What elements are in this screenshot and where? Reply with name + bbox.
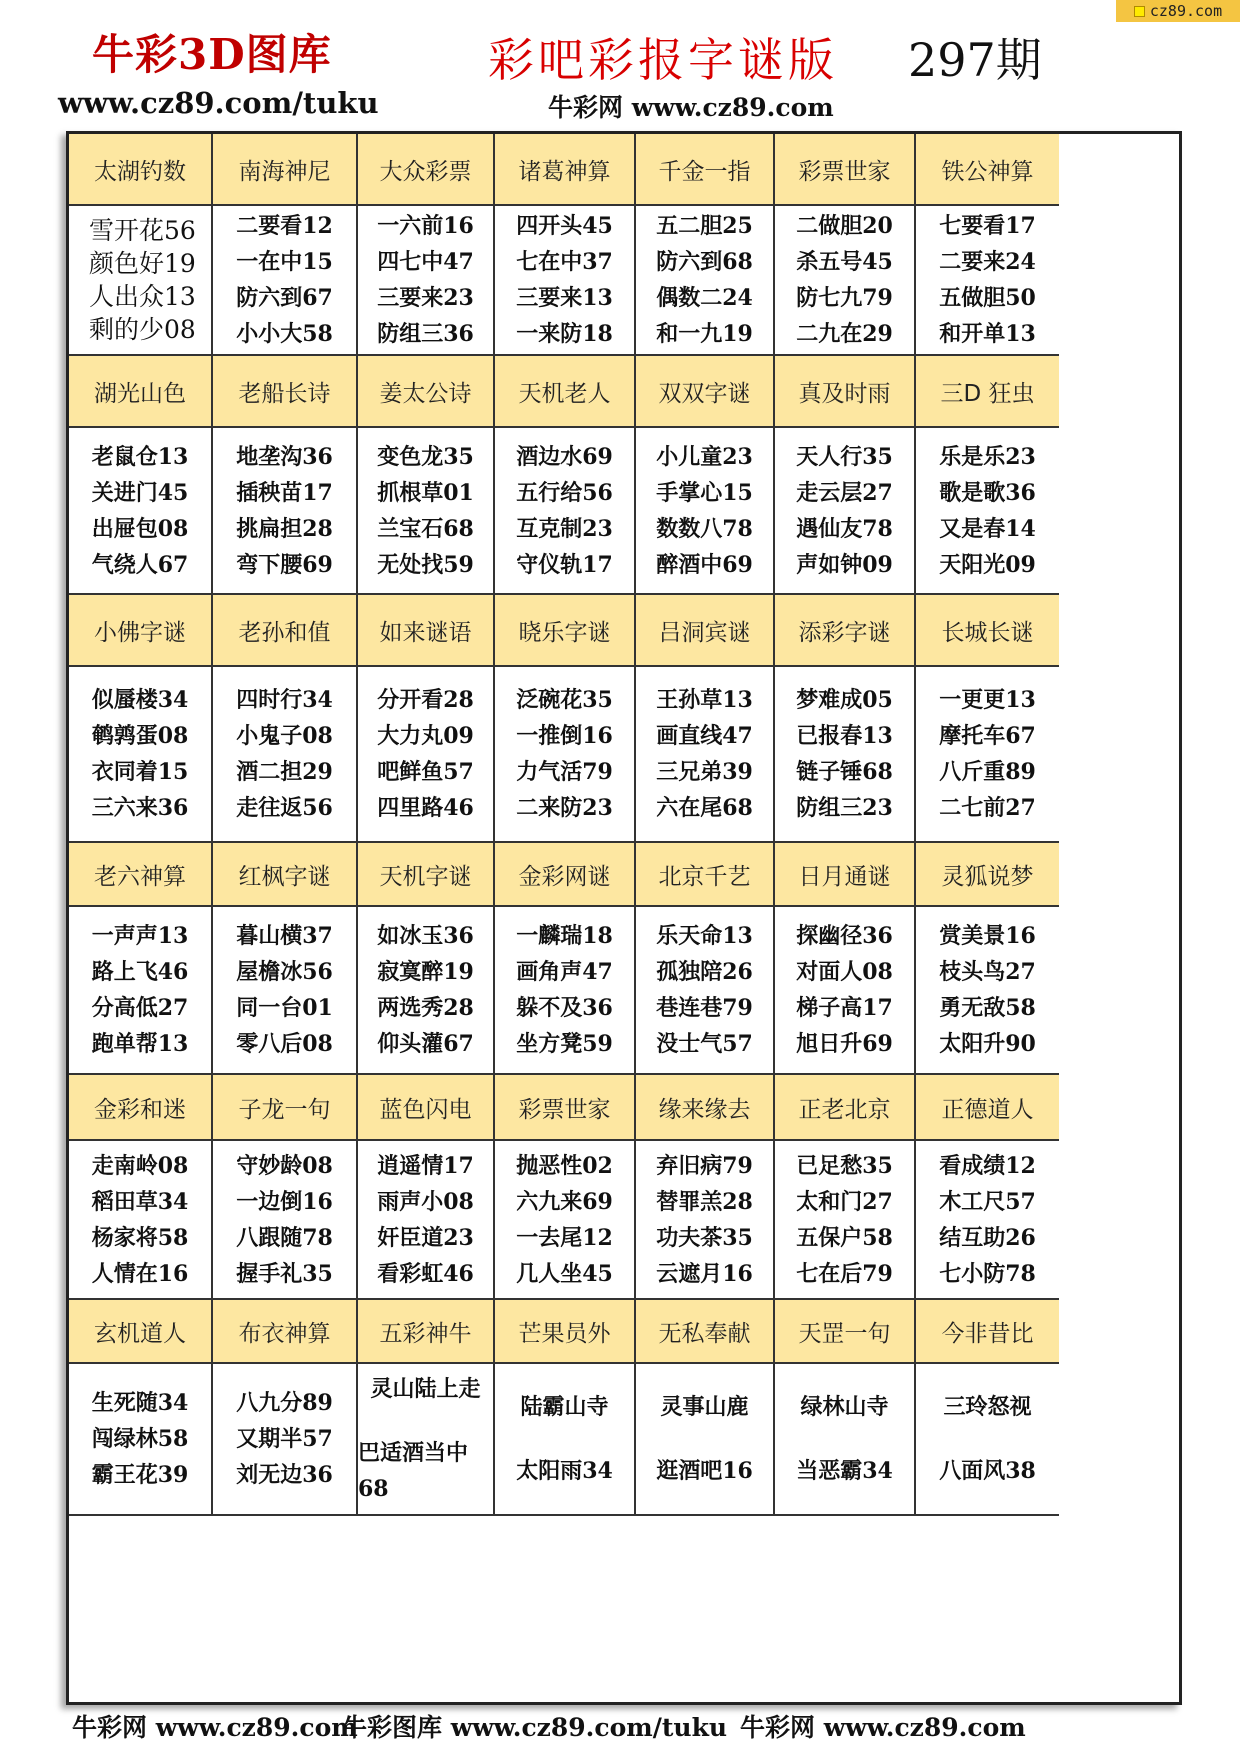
riddle-cell xyxy=(213,667,358,843)
expert-name: 双双字谜 xyxy=(636,356,775,428)
riddle-line: 乐是乐23 xyxy=(939,443,1036,470)
riddle-line: 偶数二24 xyxy=(656,285,753,311)
riddle-cell xyxy=(636,1364,775,1516)
expert-name: 今非昔比 xyxy=(916,1300,1059,1364)
riddle-line: 几人坐45 xyxy=(516,1260,613,1287)
riddle-cell xyxy=(213,1364,358,1516)
riddle-line: 又是春14 xyxy=(939,515,1036,542)
riddle-line: 八面风38 xyxy=(939,1458,1036,1484)
riddle-line: 手掌心15 xyxy=(656,479,753,506)
riddle-line: 防六到68 xyxy=(656,249,753,275)
riddle-cell xyxy=(636,1141,775,1300)
riddle-cell xyxy=(495,1141,636,1300)
riddle-line: 一在中15 xyxy=(236,249,333,275)
riddle-line: 零八后08 xyxy=(236,1031,333,1057)
site-subtitle[interactable]: 牛彩网 www.cz89.com xyxy=(548,93,834,122)
riddle-cell xyxy=(916,667,1059,843)
riddle-line: 逛酒吧16 xyxy=(656,1458,753,1484)
expert-name: 玄机道人 xyxy=(69,1300,213,1364)
library-title: 牛彩3D图库 xyxy=(92,30,332,79)
riddle-line: 一更更13 xyxy=(939,687,1036,713)
riddle-line: 三玲怒视 xyxy=(943,1394,1032,1420)
riddle-line: 关进门45 xyxy=(91,479,189,506)
riddle-cell xyxy=(213,907,358,1075)
riddle-line: 摩托车67 xyxy=(939,723,1036,749)
riddle-line: 一声声13 xyxy=(91,923,189,949)
riddle-line: 二七前27 xyxy=(939,795,1036,821)
riddle-cell xyxy=(775,428,916,595)
riddle-cell xyxy=(358,907,495,1075)
riddle-line: 仰头灌67 xyxy=(377,1031,474,1057)
riddle-line: 歌是歌36 xyxy=(939,479,1036,506)
riddle-line: 兰宝石68 xyxy=(377,515,474,542)
riddle-line: 数数八78 xyxy=(656,515,753,542)
riddle-cell xyxy=(775,1364,916,1516)
riddle-cell xyxy=(213,428,358,595)
riddle-cell xyxy=(916,1141,1059,1300)
header-row xyxy=(69,1075,1179,1141)
riddle-line: 已足愁35 xyxy=(796,1152,893,1179)
riddle-line: 生死随34 xyxy=(91,1390,189,1416)
riddle-line: 两选秀28 xyxy=(377,995,474,1021)
riddle-line: 插秧苗17 xyxy=(236,479,333,506)
expert-name: 太湖钓数 xyxy=(69,134,213,206)
expert-name: 正德道人 xyxy=(916,1075,1059,1141)
riddle-line: 八九分89 xyxy=(236,1390,333,1416)
edition-title: 彩吧彩报字谜版 xyxy=(488,33,838,87)
riddle-line: 灵山陆上走 xyxy=(370,1376,481,1402)
riddle-line: 一麟瑞18 xyxy=(516,923,613,949)
riddle-line: 一边倒16 xyxy=(236,1188,333,1215)
riddle-line: 霸王花39 xyxy=(91,1462,189,1488)
riddle-line: 屋檐冰56 xyxy=(236,959,333,985)
expert-name: 姜太公诗 xyxy=(358,356,495,428)
expert-name: 彩票世家 xyxy=(495,1075,636,1141)
header-row xyxy=(69,1300,1179,1364)
riddle-line: 五二胆25 xyxy=(656,213,753,239)
riddle-line: 绿林山寺 xyxy=(800,1394,889,1420)
riddle-cell xyxy=(213,1141,358,1300)
header-row xyxy=(69,356,1179,428)
expert-name: 晓乐字谜 xyxy=(495,595,636,667)
riddle-line: 守妙龄08 xyxy=(236,1152,333,1179)
riddle-row xyxy=(69,907,1179,1075)
riddle-line: 七在后79 xyxy=(796,1260,893,1287)
expert-name: 长城长谜 xyxy=(916,595,1059,667)
riddle-row xyxy=(69,206,1179,356)
riddle-cell xyxy=(358,1141,495,1300)
riddle-line: 没士气57 xyxy=(656,1031,753,1057)
footer-left-link[interactable]: 牛彩网 www.cz89.com xyxy=(72,1713,358,1742)
riddle-line: 二做胆20 xyxy=(796,213,893,239)
expert-name: 老孙和值 xyxy=(213,595,358,667)
riddle-cell xyxy=(775,907,916,1075)
riddle-line: 分开看28 xyxy=(377,687,474,713)
expert-name: 如来谜语 xyxy=(358,595,495,667)
riddle-line: 稻田草34 xyxy=(91,1188,189,1215)
riddle-line: 天人行35 xyxy=(796,443,893,470)
riddle-cell xyxy=(636,667,775,843)
riddle-line: 二要看12 xyxy=(236,213,333,239)
riddle-line: 看成绩12 xyxy=(939,1152,1036,1179)
riddle-table xyxy=(66,131,1182,1705)
riddle-line: 王孙草13 xyxy=(656,687,753,713)
riddle-line: 天阳光09 xyxy=(939,551,1036,578)
riddle-line: 雨声小08 xyxy=(377,1188,474,1215)
riddle-line: 气绕人67 xyxy=(91,551,189,578)
riddle-line: 看彩虹46 xyxy=(377,1260,474,1287)
riddle-line: 守仪轨17 xyxy=(516,551,613,578)
riddle-line: 刘无边36 xyxy=(236,1462,333,1488)
riddle-line: 三要来23 xyxy=(377,285,474,311)
expert-name: 金彩和迷 xyxy=(69,1075,213,1141)
expert-name: 千金一指 xyxy=(636,134,775,206)
riddle-cell xyxy=(636,206,775,356)
riddle-line: 弯下腰69 xyxy=(236,551,333,578)
riddle-line: 握手礼35 xyxy=(236,1260,333,1287)
riddle-line: 醉酒中69 xyxy=(656,551,753,578)
expert-name: 小佛字谜 xyxy=(69,595,213,667)
expert-name: 诸葛神算 xyxy=(495,134,636,206)
expert-name: 灵狐说梦 xyxy=(916,843,1059,907)
riddle-line: 鹌鹑蛋08 xyxy=(91,723,189,749)
expert-name: 日月通谜 xyxy=(775,843,916,907)
riddle-line: 如冰玉36 xyxy=(377,923,474,949)
riddle-line: 功夫茶35 xyxy=(656,1224,753,1251)
expert-name: 铁公神算 xyxy=(916,134,1059,206)
riddle-line: 闯绿林58 xyxy=(91,1426,189,1452)
riddle-cell xyxy=(495,206,636,356)
riddle-cell xyxy=(636,428,775,595)
riddle-cell xyxy=(213,206,358,356)
expert-name: 五彩神牛 xyxy=(358,1300,495,1364)
riddle-line: 巷连巷79 xyxy=(656,995,753,1021)
riddle-cell xyxy=(495,1364,636,1516)
footer-center-link[interactable]: 牛彩图库 www.cz89.com/tuku xyxy=(342,1713,728,1742)
riddle-line: 木工尺57 xyxy=(939,1188,1036,1215)
riddle-line: 灵事山鹿 xyxy=(660,1394,749,1420)
issue-number: 297期 xyxy=(908,33,1042,87)
riddle-cell xyxy=(775,1141,916,1300)
riddle-line: 太阳升90 xyxy=(939,1031,1036,1057)
riddle-line: 六九来69 xyxy=(516,1188,613,1215)
riddle-line: 勇无敌58 xyxy=(939,995,1036,1021)
riddle-line: 抛恶性02 xyxy=(516,1152,613,1179)
riddle-line: 弃旧病79 xyxy=(656,1152,753,1179)
expert-name: 子龙一句 xyxy=(213,1075,358,1141)
riddle-line: 八跟随78 xyxy=(236,1224,333,1251)
riddle-cell xyxy=(916,1364,1059,1516)
riddle-cell xyxy=(69,1364,213,1516)
header-row xyxy=(69,843,1179,907)
riddle-cell xyxy=(916,206,1059,356)
expert-name: 金彩网谜 xyxy=(495,843,636,907)
expert-name: 天机字谜 xyxy=(358,843,495,907)
riddle-line: 躲不及36 xyxy=(516,995,613,1021)
riddle-line: 地垄沟36 xyxy=(236,443,333,470)
riddle-line: 酒边水69 xyxy=(516,443,613,470)
riddle-cell xyxy=(69,667,213,843)
riddle-cell xyxy=(495,428,636,595)
riddle-line: 画角声47 xyxy=(516,959,613,985)
riddle-cell xyxy=(495,667,636,843)
riddle-line: 太阳雨34 xyxy=(516,1458,613,1484)
expert-name: 芒果员外 xyxy=(495,1300,636,1364)
expert-name: 大众彩票 xyxy=(358,134,495,206)
riddle-line: 云遮月16 xyxy=(656,1260,753,1287)
riddle-line: 画直线47 xyxy=(656,723,753,749)
expert-name: 北京千艺 xyxy=(636,843,775,907)
riddle-line: 走南岭08 xyxy=(91,1152,189,1179)
riddle-cell xyxy=(69,428,213,595)
badge-square-icon xyxy=(1134,6,1145,17)
riddle-line: 互克制23 xyxy=(516,515,613,542)
expert-name: 无私奉献 xyxy=(636,1300,775,1364)
riddle-line: 跑单帮13 xyxy=(91,1031,189,1057)
riddle-line: 一推倒16 xyxy=(516,723,613,749)
riddle-line: 二九在29 xyxy=(796,321,893,347)
riddle-line: 防六到67 xyxy=(236,285,333,311)
riddle-line: 对面人08 xyxy=(796,959,893,985)
riddle-line: 四里路46 xyxy=(377,795,474,821)
riddle-cell xyxy=(636,907,775,1075)
riddle-line: 同一台01 xyxy=(236,995,333,1021)
riddle-line: 枝头鸟27 xyxy=(939,959,1036,985)
expert-name: 缘来缘去 xyxy=(636,1075,775,1141)
riddle-cell xyxy=(358,667,495,843)
riddle-line: 四开头45 xyxy=(516,213,613,239)
riddle-line: 六在尾68 xyxy=(656,795,753,821)
expert-name: 天机老人 xyxy=(495,356,636,428)
expert-name: 添彩字谜 xyxy=(775,595,916,667)
riddle-cell xyxy=(69,1141,213,1300)
riddle-cell xyxy=(495,907,636,1075)
expert-name: 蓝色闪电 xyxy=(358,1075,495,1141)
riddle-line: 巴适酒当中68 xyxy=(358,1440,469,1502)
riddle-line: 雪开花56 xyxy=(89,216,196,245)
riddle-line: 和一九19 xyxy=(656,321,753,347)
riddle-line: 防七九79 xyxy=(796,285,893,311)
riddle-line: 五保户58 xyxy=(796,1224,893,1251)
riddle-line: 已报春13 xyxy=(796,723,893,749)
riddle-line: 抓根草01 xyxy=(377,479,474,506)
header-row xyxy=(69,134,1179,206)
riddle-line: 吧鲜鱼57 xyxy=(377,759,474,785)
riddle-line: 人出众13 xyxy=(89,282,196,311)
riddle-row xyxy=(69,1364,1179,1516)
riddle-line: 旭日升69 xyxy=(796,1031,893,1057)
riddle-line: 寂寞醉19 xyxy=(377,959,474,985)
riddle-line: 人情在16 xyxy=(91,1260,189,1287)
riddle-line: 赏美景16 xyxy=(939,923,1036,949)
riddle-line: 变色龙35 xyxy=(377,443,474,470)
riddle-line: 三要来13 xyxy=(516,285,613,311)
riddle-line: 杨家将58 xyxy=(91,1224,189,1251)
riddle-line: 剩的少08 xyxy=(89,315,196,344)
riddle-cell xyxy=(69,907,213,1075)
riddle-line: 太和门27 xyxy=(796,1188,893,1215)
riddle-line: 七小防78 xyxy=(939,1260,1036,1287)
riddle-line: 防组三36 xyxy=(377,321,474,347)
riddle-line: 杀五号45 xyxy=(796,249,893,275)
riddle-line: 暮山横37 xyxy=(236,923,333,949)
riddle-line: 三六来36 xyxy=(91,795,189,821)
riddle-line: 三兄弟39 xyxy=(656,759,753,785)
riddle-cell xyxy=(916,907,1059,1075)
riddle-line: 替罪羔28 xyxy=(656,1188,753,1215)
riddle-line: 五行给56 xyxy=(516,479,613,506)
riddle-line: 衣同着15 xyxy=(91,759,189,785)
riddle-line: 当恶霸34 xyxy=(796,1458,893,1484)
riddle-line: 结互助26 xyxy=(939,1224,1036,1251)
riddle-line: 奸臣道23 xyxy=(377,1224,474,1251)
header-row xyxy=(69,595,1179,667)
riddle-line: 路上飞46 xyxy=(91,959,189,985)
riddle-line: 力气活79 xyxy=(516,759,613,785)
riddle-cell xyxy=(775,206,916,356)
expert-name: 彩票世家 xyxy=(775,134,916,206)
riddle-line: 一去尾12 xyxy=(516,1224,613,1251)
riddle-line: 一六前16 xyxy=(377,213,474,239)
riddle-line: 链子锤68 xyxy=(796,759,893,785)
riddle-line: 乐天命13 xyxy=(656,923,753,949)
riddle-line: 和开单13 xyxy=(939,321,1036,347)
riddle-line: 四时行34 xyxy=(236,687,333,713)
site-badge[interactable] xyxy=(1116,0,1240,22)
riddle-line: 酒二担29 xyxy=(236,759,333,785)
riddle-line: 陆霸山寺 xyxy=(520,1394,609,1420)
riddle-line: 五做胆50 xyxy=(939,285,1036,311)
riddle-line: 七要看17 xyxy=(939,213,1036,239)
riddle-line: 颜色好19 xyxy=(89,249,196,278)
riddle-line: 无处找59 xyxy=(377,551,474,578)
riddle-line: 挑扁担28 xyxy=(236,515,333,542)
riddle-line: 小鬼子08 xyxy=(236,723,333,749)
expert-name: 湖光山色 xyxy=(69,356,213,428)
riddle-line: 八斤重89 xyxy=(939,759,1036,785)
riddle-line: 孤独陪26 xyxy=(656,959,753,985)
riddle-line: 二要来24 xyxy=(939,249,1036,275)
badge-text: cz89.com xyxy=(1149,2,1223,20)
expert-name: 天罡一句 xyxy=(775,1300,916,1364)
riddle-line: 分高低27 xyxy=(91,995,189,1021)
riddle-line: 二来防23 xyxy=(516,795,613,821)
riddle-cell xyxy=(775,667,916,843)
riddle-line: 走往返56 xyxy=(236,795,333,821)
expert-name: 正老北京 xyxy=(775,1075,916,1141)
riddle-line: 声如钟09 xyxy=(796,551,893,578)
riddle-line: 出屉包08 xyxy=(91,515,189,542)
expert-name: 吕洞宾谜 xyxy=(636,595,775,667)
riddle-line: 七在中37 xyxy=(516,249,613,275)
riddle-line: 逍遥情17 xyxy=(377,1152,474,1179)
library-url[interactable]: www.cz89.com/tuku xyxy=(58,86,379,120)
riddle-line: 遇仙友78 xyxy=(796,515,893,542)
riddle-line: 小小大58 xyxy=(236,321,333,347)
riddle-line: 一来防18 xyxy=(516,321,613,347)
riddle-cell xyxy=(358,428,495,595)
riddle-line: 老鼠仓13 xyxy=(91,443,189,470)
expert-name: 南海神尼 xyxy=(213,134,358,206)
riddle-line: 小儿童23 xyxy=(656,443,753,470)
riddle-line: 走云层27 xyxy=(796,479,893,506)
expert-name: 红枫字谜 xyxy=(213,843,358,907)
riddle-cell xyxy=(358,206,495,356)
footer-right-link[interactable]: 牛彩网 www.cz89.com xyxy=(740,1713,1026,1742)
expert-name: 老六神算 xyxy=(69,843,213,907)
riddle-line: 梯子高17 xyxy=(796,995,893,1021)
riddle-cell xyxy=(358,1364,495,1516)
riddle-line: 四七中47 xyxy=(377,249,474,275)
riddle-row xyxy=(69,667,1179,843)
expert-name: 布衣神算 xyxy=(213,1300,358,1364)
expert-name: 老船长诗 xyxy=(213,356,358,428)
riddle-line: 坐方凳59 xyxy=(516,1031,613,1057)
riddle-line: 又期半57 xyxy=(236,1426,333,1452)
riddle-row xyxy=(69,1141,1179,1300)
riddle-row xyxy=(69,428,1179,595)
riddle-cell xyxy=(69,206,213,356)
riddle-line: 探幽径36 xyxy=(796,923,893,949)
riddle-line: 大力丸09 xyxy=(377,723,474,749)
riddle-line: 梦难成05 xyxy=(796,687,893,713)
riddle-line: 防组三23 xyxy=(796,795,893,821)
riddle-line: 似蜃楼34 xyxy=(91,687,189,713)
riddle-line: 泛碗花35 xyxy=(516,687,613,713)
riddle-cell xyxy=(916,428,1059,595)
expert-name: 三D 狂虫 xyxy=(916,356,1059,428)
expert-name: 真及时雨 xyxy=(775,356,916,428)
